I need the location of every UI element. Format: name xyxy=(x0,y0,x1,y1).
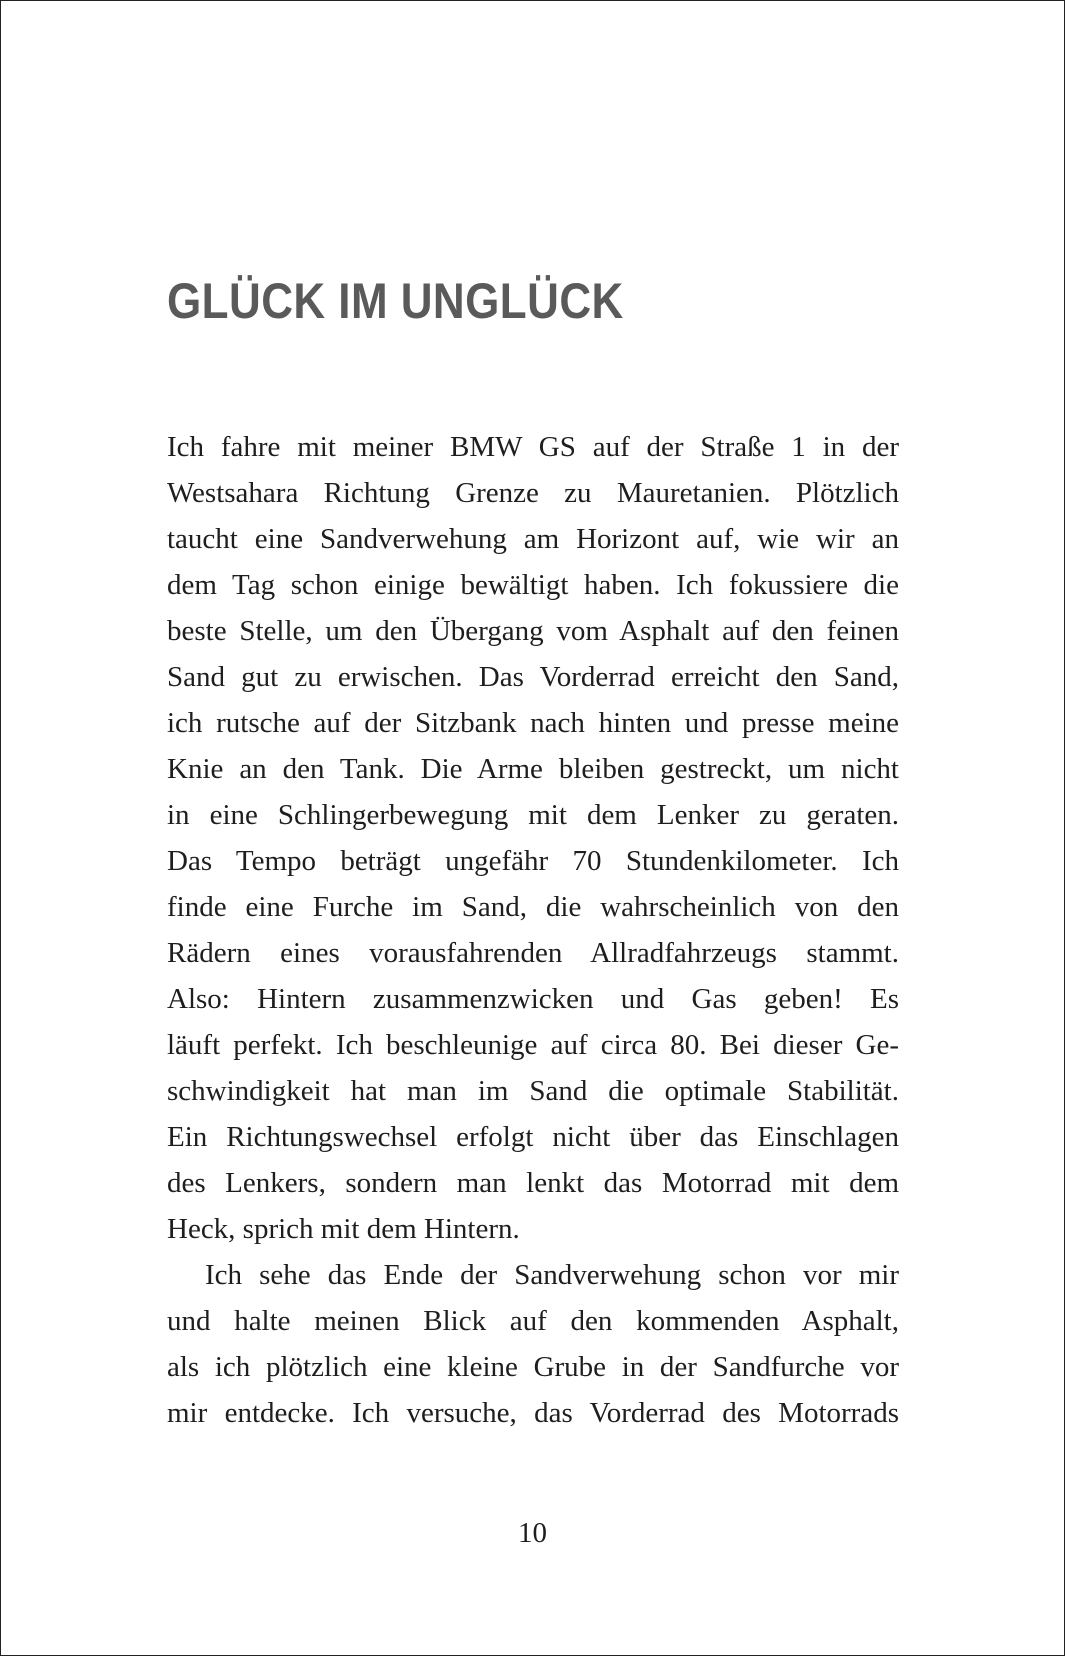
paragraph-2 xyxy=(167,1252,899,1436)
text-line: in eine Schlingerbewegung mit dem Lenker zu geraten. xyxy=(167,799,899,831)
text-line: Ein Richtungswechsel erfolgt nicht über das Einschlagen xyxy=(167,1121,899,1153)
text-line: dem Tag schon einige bewältigt haben. Ich fokussiere die xyxy=(167,569,899,601)
text-line: läuft perfekt. Ich beschleunige auf circa 80. Bei dieser Ge- xyxy=(167,1029,899,1061)
text-line: taucht eine Sandverwehung am Horizont auf, wie wir an xyxy=(167,523,899,555)
text-line: des Lenkers, sondern man lenkt das Motorrad mit dem xyxy=(167,1167,899,1199)
text-line: Westsahara Richtung Grenze zu Mauretanien. Plötzlich xyxy=(167,477,899,509)
text-line: finde eine Furche im Sand, die wahrscheinlich von den xyxy=(167,891,899,923)
text-line: Rädern eines vorausfahrenden Allradfahrzeugs stammt. xyxy=(167,937,899,969)
text-line: beste Stelle, um den Übergang vom Asphalt auf den feinen xyxy=(167,615,899,647)
text-line: Ich fahre mit meiner BMW GS auf der Straße 1 in der xyxy=(167,431,899,463)
text-line: Also: Hintern zusammenzwicken und Gas geben! Es xyxy=(167,983,899,1015)
text-line: Knie an den Tank. Die Arme bleiben gestreckt, um nicht xyxy=(167,753,899,785)
text-line: Das Tempo beträgt ungefähr 70 Stundenkilometer. Ich xyxy=(167,845,899,877)
text-line: mir entdecke. Ich versuche, das Vorderrad des Motorrads xyxy=(167,1397,899,1429)
text-line: und halte meinen Blick auf den kommenden Asphalt, xyxy=(167,1305,899,1337)
text-line: als ich plötzlich eine kleine Grube in der Sandfurche vor xyxy=(167,1351,899,1383)
text-line: ich rutsche auf der Sitzbank nach hinten und presse meine xyxy=(167,707,899,739)
text-line: Ich sehe das Ende der Sandverwehung schon vor mir xyxy=(205,1259,899,1291)
body-text xyxy=(167,424,899,1436)
text-line: Sand gut zu erwischen. Das Vorderrad erreicht den Sand, xyxy=(167,661,899,693)
chapter-title: GLÜCK IM UNGLÜCK xyxy=(167,273,624,329)
text-line: Heck, sprich mit dem Hintern. xyxy=(167,1213,520,1245)
paragraph-1 xyxy=(167,424,899,1252)
text-line: schwindigkeit hat man im Sand die optimale Stabilität. xyxy=(167,1075,899,1107)
page-number: 10 xyxy=(518,1517,547,1549)
